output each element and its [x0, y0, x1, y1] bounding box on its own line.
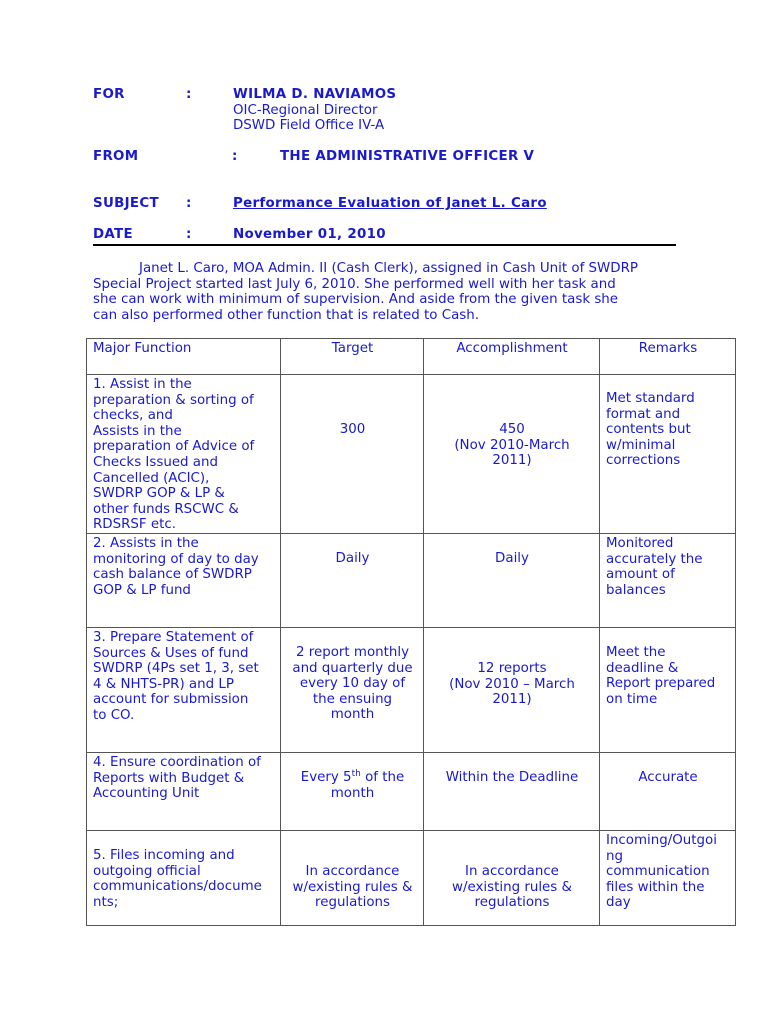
- header-divider: [93, 244, 676, 246]
- row2-remarks: Monitored accurately the amount of balances: [600, 533, 736, 627]
- recipient-name: WILMA D. NAVIAMOS: [233, 87, 397, 102]
- row3-target: 2 report monthly and quarterly due every 10 day of the ensuing month: [281, 627, 424, 752]
- date-colon: :: [186, 227, 192, 242]
- evaluation-table: [86, 338, 736, 926]
- subject-label: SUBJECT: [93, 196, 159, 211]
- row4-target: Every 5th of the month: [281, 752, 424, 830]
- table-row: [87, 752, 736, 830]
- for-colon: :: [186, 87, 192, 102]
- row4-remarks: Accurate: [600, 752, 736, 830]
- row1-target: 300: [281, 375, 424, 534]
- row4-accomplishment: Within the Deadline: [424, 752, 600, 830]
- row1-function: 1. Assist in the preparation & sorting of checks, and Assists in the preparation of Advice of Checks Issued and Cancelled (ACIC), SWDRP GOP & LP & other funds RSCWC & RDSRSF etc.: [87, 375, 281, 534]
- table-row: [87, 830, 736, 925]
- table-row: [87, 627, 736, 752]
- header-target: Target: [281, 339, 424, 375]
- table-row: [87, 375, 736, 534]
- row5-remarks: Incoming/Outgoi ng communication files within the day: [600, 830, 736, 925]
- recipient-title: OIC-Regional Director: [233, 103, 378, 118]
- recipient-office: DSWD Field Office IV-A: [233, 118, 385, 133]
- subject-colon: :: [186, 196, 192, 211]
- sender: THE ADMINISTRATIVE OFFICER V: [280, 149, 535, 164]
- row5-function: 5. Files incoming and outgoing official communications/docume nts;: [87, 830, 281, 925]
- row4-function: 4. Ensure coordination of Reports with Budget & Accounting Unit: [87, 752, 281, 830]
- header-accomplishment: Accomplishment: [424, 339, 600, 375]
- row3-accomplishment: 12 reports (Nov 2010 – March 2011): [424, 627, 600, 752]
- header-remarks: Remarks: [600, 339, 736, 375]
- intro-paragraph: Janet L. Caro, MOA Admin. II (Cash Clerk), assigned in Cash Unit of SWDRP Special Project started last July 6, 2010. She performed well with her task and she can work with minimum of supervision. And aside from the given task she can also performed other function that is related to Cash.: [93, 261, 638, 323]
- from-label: FROM: [93, 149, 139, 164]
- row2-function: 2. Assists in the monitoring of day to day cash balance of SWDRP GOP & LP fund: [87, 533, 281, 627]
- row3-function: 3. Prepare Statement of Sources & Uses of fund SWDRP (4Ps set 1, 3, set 4 & NHTS-PR) and LP account for submission to CO.: [87, 627, 281, 752]
- date-value: November 01, 2010: [233, 227, 386, 242]
- date-label: DATE: [93, 227, 133, 242]
- header-major-function: Major Function: [87, 339, 281, 375]
- table-header-row: [87, 339, 736, 375]
- row1-accomplishment: 450 (Nov 2010-March 2011): [424, 375, 600, 534]
- subject-text: Performance Evaluation of Janet L. Caro: [233, 196, 547, 211]
- table-row: [87, 533, 736, 627]
- row5-accomplishment: In accordance w/existing rules & regulations: [424, 830, 600, 925]
- row1-remarks: Met standard format and contents but w/minimal corrections: [600, 375, 736, 534]
- for-label: FOR: [93, 87, 125, 102]
- row2-target: Daily: [281, 533, 424, 627]
- row5-target: In accordance w/existing rules & regulations: [281, 830, 424, 925]
- row3-remarks: Meet the deadline & Report prepared on time: [600, 627, 736, 752]
- row2-accomplishment: Daily: [424, 533, 600, 627]
- from-colon: :: [232, 149, 238, 164]
